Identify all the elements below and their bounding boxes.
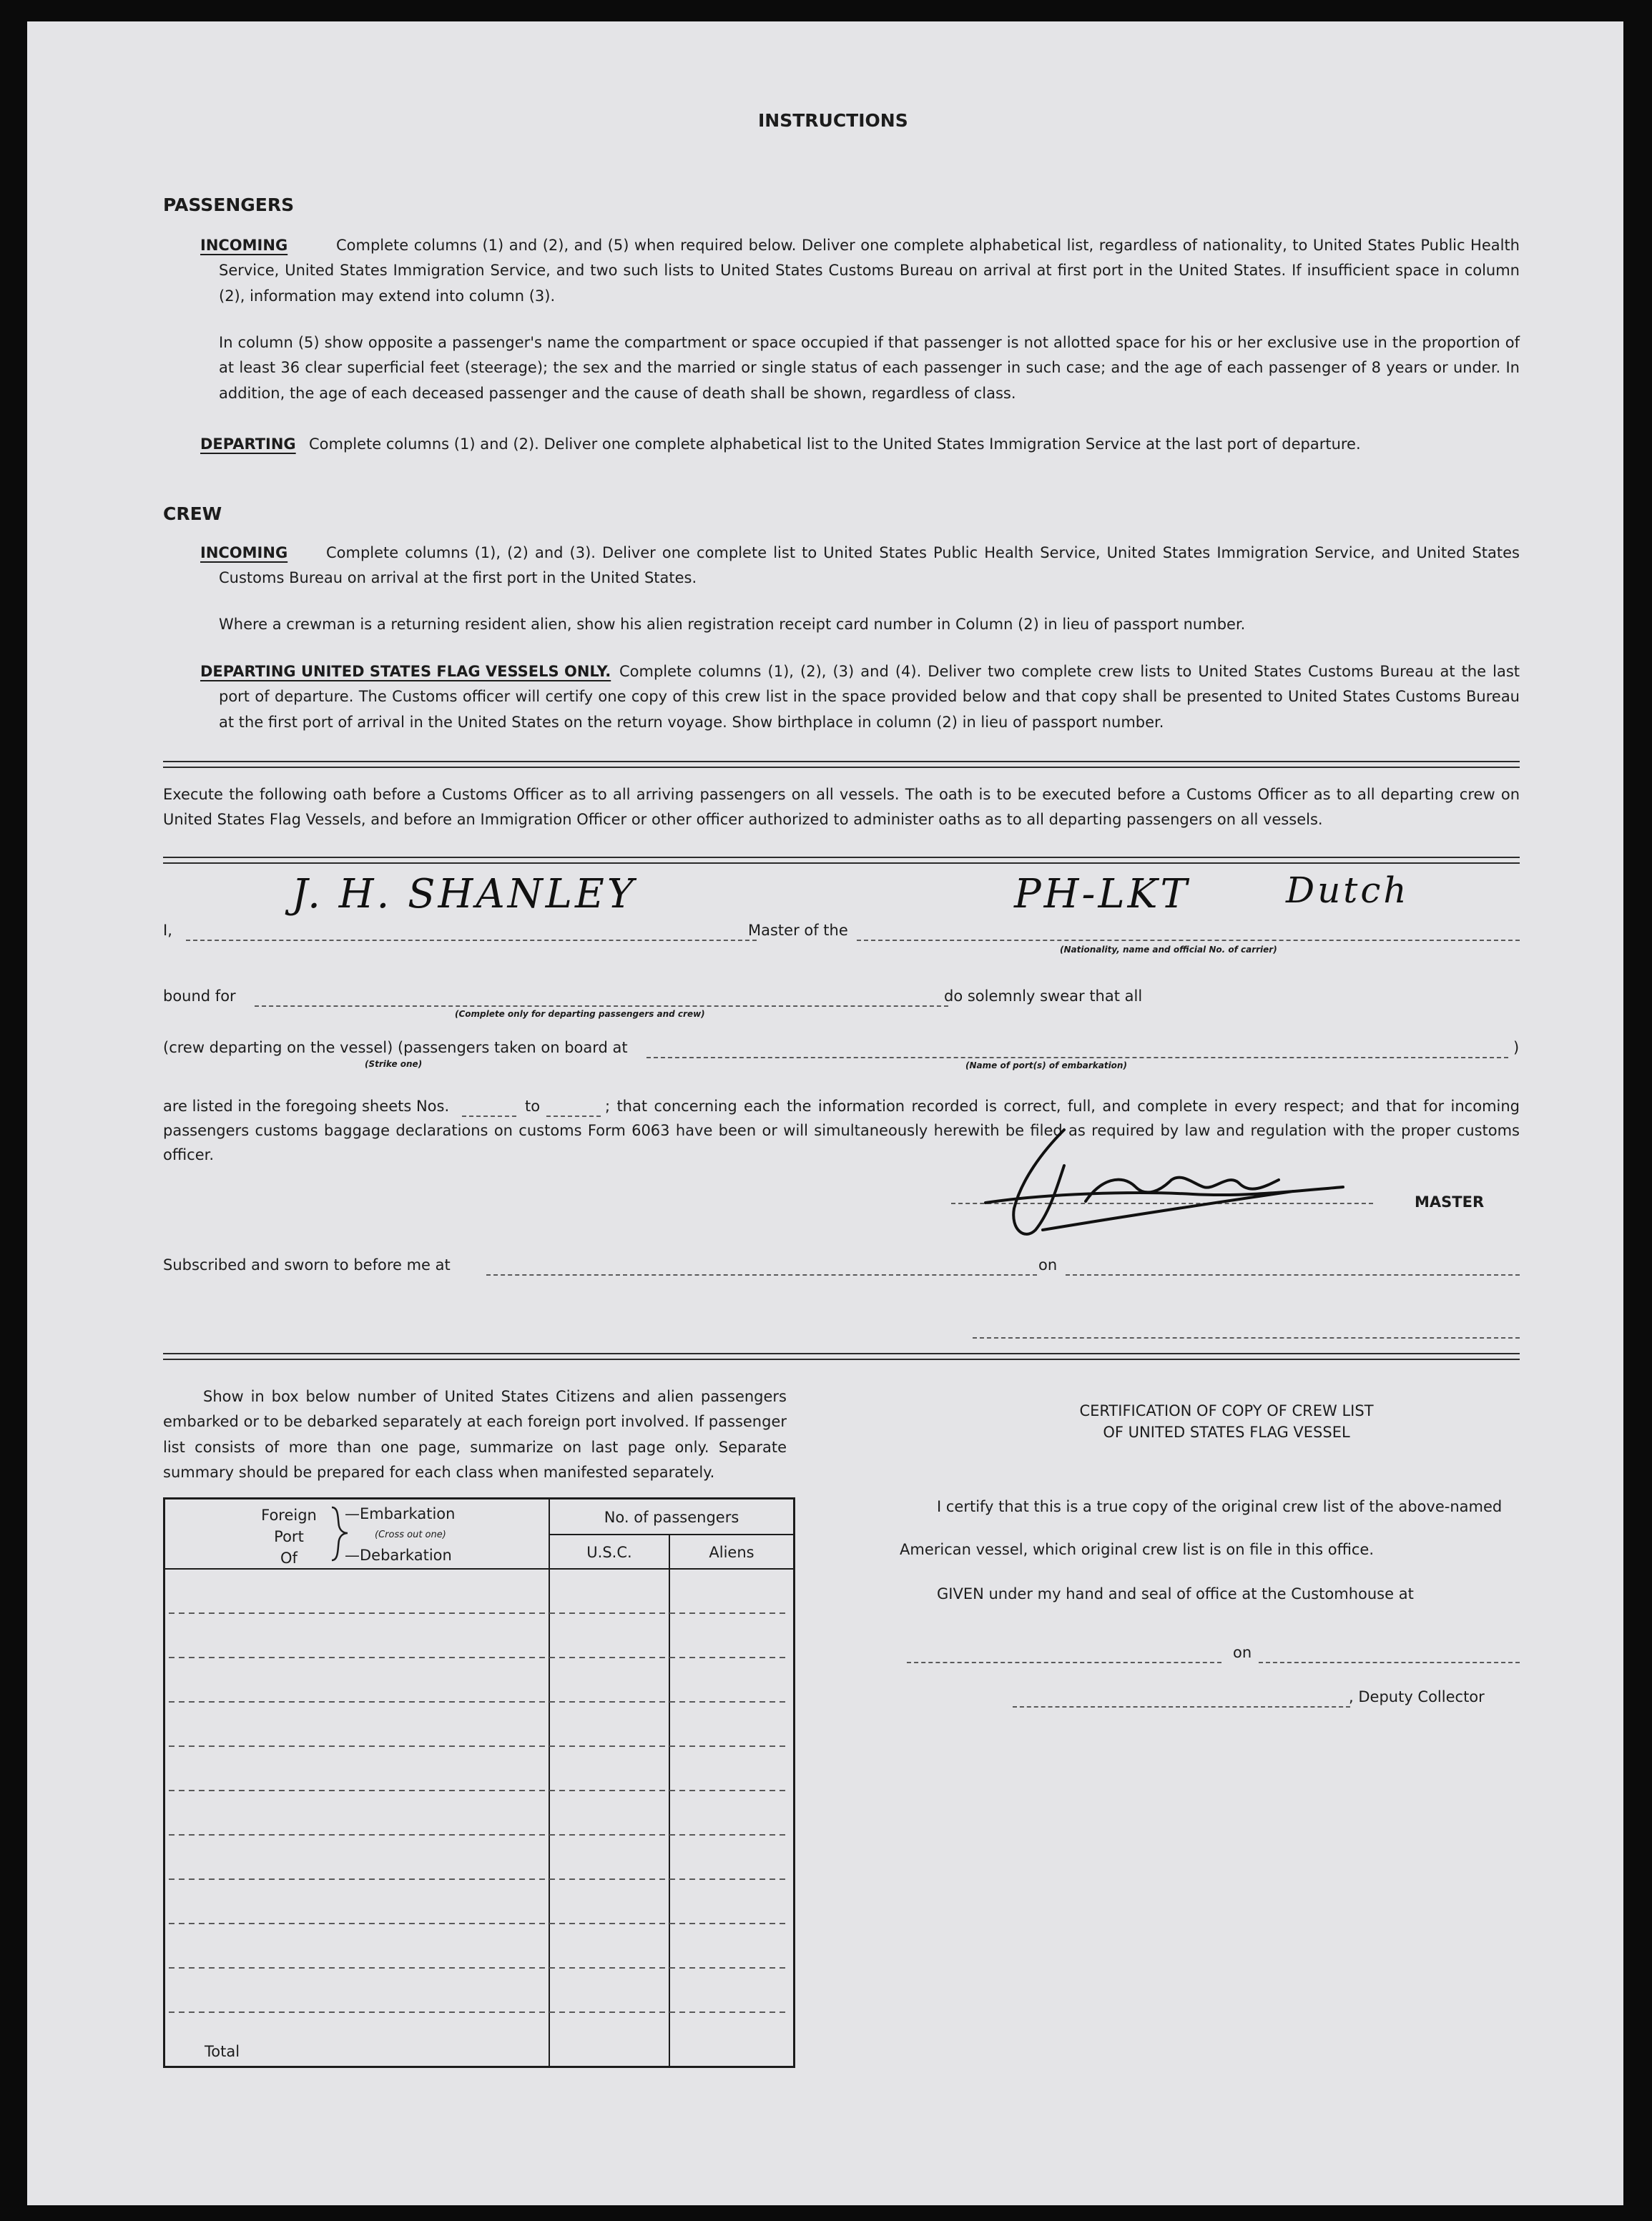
master-name-handwritten: J. H. SHANLEY <box>292 871 636 917</box>
bound-for-caption: (Complete only for departing passengers and crew) <box>455 1009 705 1019</box>
col-aliens: Aliens <box>709 1544 754 1561</box>
swear-text: do solemnly swear that all <box>944 988 1143 1005</box>
table-rows <box>169 1613 790 2012</box>
listed-text-d: officer. <box>163 1146 214 1163</box>
crew-heading: CREW <box>163 503 222 524</box>
subscribed-place-line-2 <box>486 1274 1037 1276</box>
certification-line-3: GIVEN under my hand and seal of office at the Customhouse at <box>937 1585 1414 1602</box>
col-no-of-passengers: No. of passengers <box>604 1509 739 1526</box>
master-name-line <box>186 940 757 941</box>
col-of: Of <box>280 1550 298 1567</box>
crew-incoming-label: INCOMING <box>200 544 288 561</box>
summary-instructions: Show in box below number of United States Citizens and alien passengers embarked or to be debarked separately at each foreign port involved. If passenger list consists of more than one page, summarize on last page only. Separate summary should be prepared for each class when manifested separately. <box>163 1388 787 1481</box>
divider-2a <box>163 857 1520 858</box>
customhouse-line <box>907 1662 1221 1663</box>
col-debarkation: —Debarkation <box>345 1547 452 1564</box>
deputy-collector-label: , Deputy Collector <box>1349 1688 1485 1705</box>
passenger-summary-table <box>163 1497 795 2069</box>
crew-departing-text: Complete columns (1), (2), (3) and (4). Deliver two complete crew lists to United States Customs Bureau at the last port of departure. The Customs officer will certify one copy of this crew list in the space provided below and that copy shall be presented to United States Customs Bureau at the first port of arrival in the United States on the return voyage. Show birthplace in column (2) in lieu of passport number. <box>219 663 1520 731</box>
divider-1b <box>163 767 1520 768</box>
close-paren: ) <box>1513 1039 1520 1056</box>
certification-heading-2: OF UNITED STATES FLAG VESSEL <box>1103 1424 1350 1441</box>
passengers-incoming-label: INCOMING <box>200 237 288 254</box>
sheet-to-line <box>546 1116 601 1117</box>
certification-heading-1: CERTIFICATION OF COPY OF CREW LIST <box>1079 1402 1374 1419</box>
oath-intro: Execute the following oath before a Customs Officer as to all arriving passengers on all vessels. The oath is to be executed before a Customs Officer as to all departing crew on United States Flag Vessels, and before an Immigration Officer or other officer authorized to administer oaths as to all departing passengers on all vessels. <box>163 786 1520 829</box>
certification-line-2: American vessel, which original crew list is on file in this office. <box>900 1541 1375 1558</box>
passengers-column5-text: In column (5) show opposite a passenger's name the compartment or space occupied if that passenger is not allotted space for his or her exclusive use in the proportion of at least 36 clear superficial feet (steerage); the sex and the married or single status of each passenger in such case; and the age of each passenger of 8 years or under. In addition, the age of each deceased passenger and the cause of death shall be shown, regardless of class. <box>219 334 1520 402</box>
vessel-line <box>857 940 1520 941</box>
bound-for-label: bound for <box>163 988 236 1005</box>
strike-caption: (Strike one) <box>365 1059 423 1069</box>
subscribed-label: Subscribed and sworn to before me at <box>163 1256 451 1274</box>
crew-passengers-line: (crew departing on the vessel) (passengers taken on board at <box>163 1039 628 1056</box>
oath-i-label: I, <box>163 922 172 939</box>
master-of-label: Master of the <box>748 922 848 939</box>
certification-on-label: on <box>1233 1644 1252 1661</box>
col-port: Port <box>274 1528 304 1545</box>
sheet-from-line <box>462 1116 516 1117</box>
listed-text-a: are listed in the foregoing sheets Nos. <box>163 1098 450 1115</box>
officer-signature-line <box>973 1337 1520 1339</box>
divider-3a <box>163 1353 1520 1354</box>
subscribed-date-line <box>1066 1274 1520 1276</box>
listed-to-label: to <box>525 1098 541 1115</box>
col-embarkation: —Embarkation <box>345 1505 456 1522</box>
divider-3b <box>163 1359 1520 1360</box>
page-title: INSTRUCTIONS <box>758 110 908 131</box>
certification-date-line <box>1259 1662 1520 1663</box>
crew-departing-label: DEPARTING UNITED STATES FLAG VESSELS ONLY. <box>200 663 611 680</box>
passengers-departing-text: Complete columns (1) and (2). Deliver one complete alphabetical list to the United States Immigration Service at the last port of departure. <box>309 435 1361 453</box>
crew-incoming-text: Complete columns (1), (2) and (3). Deliver one complete list to United States Public Health Service, United States Immigration Service, and United States Customs Bureau on arrival at the first port in the United States. <box>219 544 1520 587</box>
crew-resident-text: Where a crewman is a returning resident alien, show his alien registration receipt card number in Column (2) in lieu of passport number. <box>219 616 1246 633</box>
col-foreign: Foreign <box>261 1507 317 1524</box>
ports-caption: (Name of port(s) of embarkation) <box>965 1060 1127 1070</box>
form-page <box>27 21 1623 2205</box>
col-cross-out: (Cross out one) <box>375 1530 446 1540</box>
listed-text-b: ; that concerning each the information recorded is correct, full, and complete in every respect; and that for incoming <box>605 1098 1520 1115</box>
listed-text-c: passengers customs baggage declarations on customs Form 6063 have been or will simultaneously herewith be filed as required by law and regulation with the proper customs <box>163 1122 1520 1139</box>
col-usc: U.S.C. <box>586 1544 632 1561</box>
certification-line-1: I certify that this is a true copy of the original crew list of the above-named <box>937 1498 1503 1515</box>
row-total: Total <box>205 2043 240 2060</box>
vessel-handwritten: PH-LKT <box>1014 871 1190 917</box>
master-label: MASTER <box>1415 1193 1485 1211</box>
deputy-signature-line <box>1013 1706 1350 1708</box>
passengers-incoming-text: Complete columns (1) and (2), and (5) when required below. Deliver one complete alphabetical list, regardless of nationality, to United States Public Health Service, United States Immigration Service, and two such lists to United States Customs Bureau on arrival at first port in the United States. If insufficient space in column (2), information may extend into column (3). <box>219 237 1520 305</box>
nationality-handwritten: Dutch <box>1286 870 1410 911</box>
passengers-departing-label: DEPARTING <box>200 435 296 453</box>
divider-2b <box>163 862 1520 864</box>
vessel-caption: (Nationality, name and official No. of carrier) <box>1060 945 1277 955</box>
subscribed-on-label: on <box>1038 1256 1058 1274</box>
passengers-heading: PASSENGERS <box>163 194 295 215</box>
master-signature <box>957 1123 1415 1251</box>
divider-1a <box>163 761 1520 762</box>
